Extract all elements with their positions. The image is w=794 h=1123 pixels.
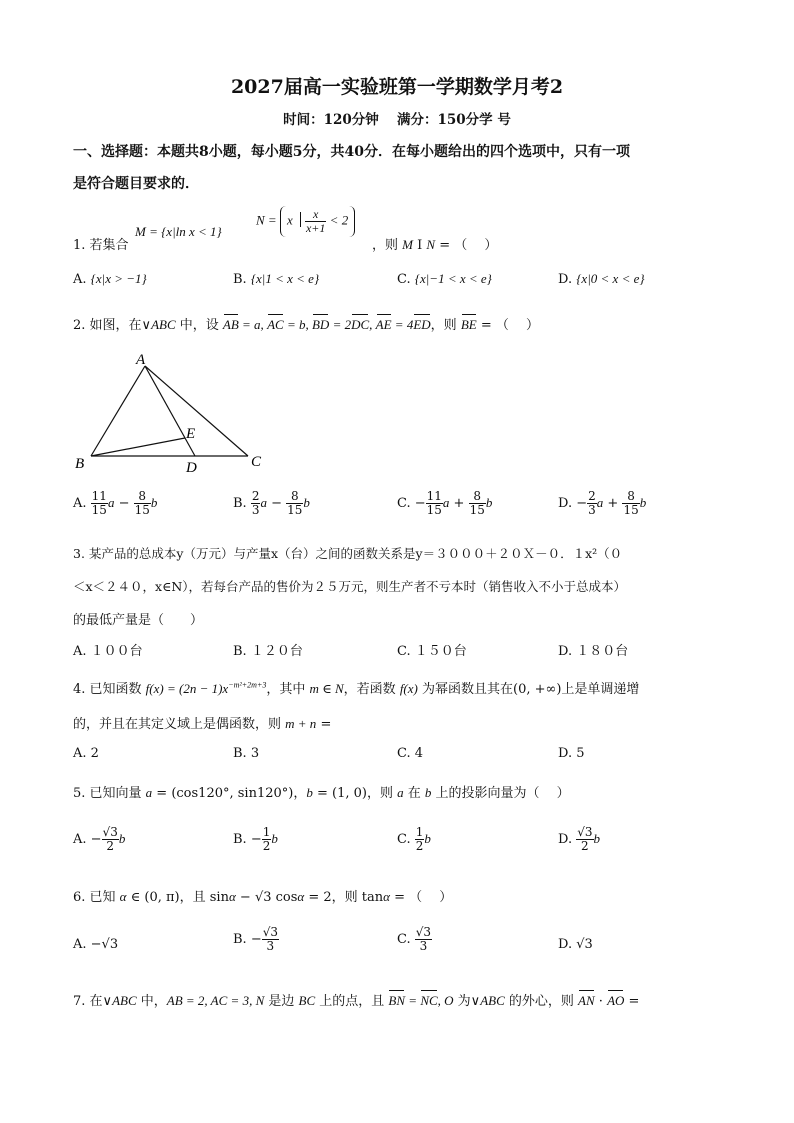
label-e: E [186, 426, 196, 442]
q2-option-c[interactable]: C. − $\frac{11}{15}$ a + $\frac{8}{15}$ b [397, 489, 493, 517]
q5-option-b[interactable]: B. − $\frac{1}{2}$ b [233, 825, 278, 853]
q5-option-a[interactable]: A. − $\frac{√3}{2}$ b [73, 825, 126, 853]
question-4-line2: 的，并且在其定义域上是偶函数，则 m + n = [73, 716, 332, 732]
q6-option-b[interactable]: B. − $\frac{√3}{3}$ [233, 925, 278, 953]
question-4-line1: 4. 已知函数 $f(x) = (2n - 1)x^{-m^2+2m+3}$，其中 m ∈ N，若函数 f(x) 为幂函数且其在(0, +∞)上是单调递增 [73, 680, 640, 697]
label-b: B [75, 456, 85, 472]
question-1-prefix: 1. 若集合 [73, 238, 129, 253]
q3-option-c[interactable]: C. １５０台 [397, 644, 467, 659]
q4-option-d[interactable]: D. 5 [558, 746, 585, 761]
edge-ab [91, 366, 145, 456]
q6-option-a[interactable]: A. −√3 [73, 937, 119, 952]
question-7-text: 7. 在∨ABC 中，AB = 2, AC = 3, N 是边 BC 上的点，且 BN = NC, O 为∨ABC 的外心，则 AN · AO = [73, 993, 640, 1009]
q2-option-b[interactable]: B. $\frac{2}{3}$ a − $\frac{8}{15}$ b [233, 489, 310, 517]
label-c: C [251, 454, 262, 470]
q1-option-c[interactable]: C. {x|−1 < x < e} [397, 271, 492, 287]
triangle-figure [70, 348, 280, 478]
section-heading-cont: 是符合题目要求的． [73, 176, 199, 192]
question-3-line3: 的最低产量是（ ） [73, 613, 204, 628]
q2-option-a[interactable]: A. $\frac{11}{15}$ a − $\frac{8}{15}$ b [73, 489, 158, 517]
question-1-set-n: N = x $\frac{x}{x+1}$ < 2 [256, 206, 355, 237]
label-d: D [186, 460, 197, 476]
q1-option-a[interactable]: A. {x|x > −1} [73, 271, 147, 287]
question-5-text: 5. 已知向量 a = (cos120°, sin120°)，b = (1, 0)，则 a 在 b 上的投影向量为（ ） [73, 785, 570, 801]
question-1-suffix: ，则 M I N = （ ） [372, 237, 498, 253]
question-1-set-m: M = {x|ln x < 1} [135, 224, 222, 239]
page-title: 2027届高一实验班第一学期数学月考2 [230, 76, 564, 98]
q6-option-d[interactable]: D. √3 [558, 937, 593, 952]
q3-option-d[interactable]: D. １８０台 [558, 644, 629, 659]
label-a: A [136, 352, 146, 368]
q4-option-b[interactable]: B. 3 [233, 746, 260, 761]
q1-option-d[interactable]: D. {x|0 < x < e} [558, 271, 645, 287]
q4-option-c[interactable]: C. 4 [397, 746, 424, 761]
q6-option-c[interactable]: C. $\frac{√3}{3}$ [397, 925, 432, 953]
question-3-line1: 3. 某产品的总成本y（万元）与产量x（台）之间的函数关系是y＝３０００＋２０Ｘ－０．１x²（０ [73, 546, 623, 561]
q5-option-c[interactable]: C. $\frac{1}{2}$ b [397, 825, 431, 853]
segment-be [91, 438, 185, 456]
q1-option-b[interactable]: B. {x|1 < x < e} [233, 271, 320, 287]
q5-option-d[interactable]: D. $\frac{√3}{2}$ b [558, 825, 601, 853]
q2-option-d[interactable]: D. − $\frac{2}{3}$ a + $\frac{8}{15}$ b [558, 489, 647, 517]
q4-option-a[interactable]: A. 2 [73, 746, 99, 761]
section-heading: 一、选择题：本题共8小题，每小题5分，共40分．在每小题给出的四个选项中，只有一项 [73, 144, 630, 160]
question-6-text: 6. 已知 α ∈ (0, π)，且 sinα − √3 cosα = 2，则 tanα = （ ） [73, 889, 453, 905]
q3-option-b[interactable]: B. １２０台 [233, 644, 303, 659]
segment-ad [145, 366, 195, 456]
exam-info: 时间：120分钟 满分：150分学 号 [283, 112, 511, 128]
question-2-text: 2. 如图，在∨ABC 中，设 AB = a, AC = b, BD = 2DC, AE = 4ED，则 BE = （ ） [73, 317, 539, 333]
q3-option-a[interactable]: A. １００台 [73, 644, 143, 659]
question-3-line2: ＜x＜２４０，x∈N），若每台产品的售价为２５万元，则生产者不亏本时（销售收入不小于总成本） [73, 579, 627, 594]
